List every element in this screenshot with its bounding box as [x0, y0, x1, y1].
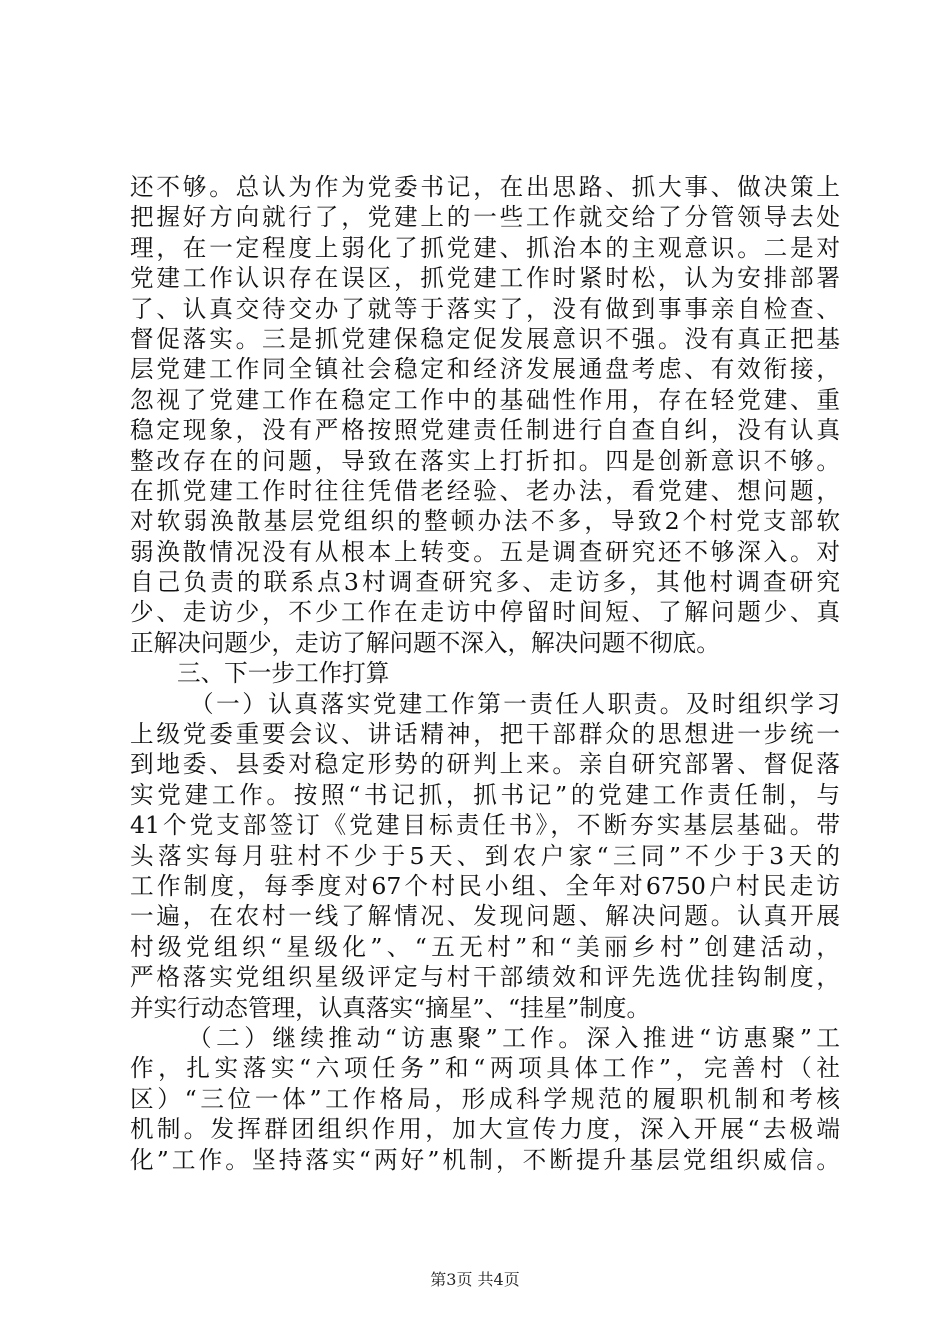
text-line: 机制。发挥群团组织作用，加大宣传力度，深入开展“去极端: [130, 1115, 840, 1144]
text-line: 上级党委重要会议、讲话精神，把干部群众的思想进一步统一: [130, 720, 840, 749]
page-number-footer: 第3页 共4页: [430, 1270, 520, 1289]
text-line: 少、走访少，不少工作在走访中停留时间短、了解问题少、真: [130, 598, 840, 627]
text-line: 并实行动态管理，认真落实“摘星”、“挂星”制度。: [130, 993, 651, 1022]
text-line: 弱涣散情况没有从根本上转变。五是调查研究还不够深入。对: [130, 537, 840, 566]
text-line: 层党建工作同全镇社会稳定和经济发展通盘考虑、有效衔接，: [130, 355, 840, 384]
text-line: 到地委、县委对稳定形势的研判上来。亲自研究部署、督促落: [130, 750, 840, 779]
text-line: 了、认真交待交办了就等于落实了，没有做到事事亲自检查、: [130, 294, 840, 323]
text-line: （一）认真落实党建工作第一责任人职责。及时组织学习: [190, 689, 840, 718]
text-line: 作，扎实落实“六项任务”和“两项具体工作”，完善村（社: [130, 1054, 840, 1083]
document-body: [130, 172, 840, 1175]
text-line: 头落实每月驻村不少于5天、到农户家“三同”不少于3天的: [130, 841, 840, 870]
text-line: 稳定现象，没有严格按照党建责任制进行自查自纠，没有认真: [130, 416, 840, 445]
text-line: 实党建工作。按照“书记抓，抓书记”的党建工作责任制，与: [130, 780, 840, 809]
text-line: 村级党组织“星级化”、“五无村”和“美丽乡村”创建活动，: [130, 932, 840, 961]
text-line: 整改存在的问题，导致在落实上打折扣。四是创新意识不够。: [130, 446, 840, 475]
text-line: 严格落实党组织星级评定与村干部绩效和评先选优挂钩制度，: [130, 963, 840, 992]
text-line: 正解决问题少，走访了解问题不深入，解决问题不彻底。: [130, 628, 720, 657]
text-line: 区）“三位一体”工作格局，形成科学规范的履职机制和考核: [130, 1084, 840, 1113]
text-line: 一遍，在农村一线了解情况、发现问题、解决问题。认真开展: [130, 902, 840, 931]
text-line: 督促落实。三是抓党建保稳定促发展意识不强。没有真正把基: [130, 324, 840, 353]
text-line: 党建工作认识存在误区，抓党建工作时紧时松，认为安排部署: [130, 264, 840, 293]
text-line: 41个党支部签订《党建目标责任书》，不断夯实基层基础。带: [130, 811, 840, 840]
text-line: 理，在一定程度上弱化了抓党建、抓治本的主观意识。二是对: [130, 233, 840, 262]
text-line: 忽视了党建工作在稳定工作中的基础性作用，存在轻党建、重: [130, 385, 840, 414]
text-line: 工作制度，每季度对67个村民小组、全年对6750户村民走访: [130, 871, 840, 900]
text-line: 在抓党建工作时往往凭借老经验、老办法，看党建、想问题，: [130, 476, 840, 505]
text-line: 把握好方向就行了，党建上的一些工作就交给了分管领导去处: [130, 203, 840, 232]
text-line: 还不够。总认为作为党委书记，在出思路、抓大事、做决策上: [130, 173, 840, 201]
text-line: 自己负责的联系点3村调查研究多、走访多，其他村调查研究: [130, 568, 840, 597]
text-line: 对软弱涣散基层党组织的整顿办法不多，导致2个村党支部软: [130, 507, 840, 536]
text-line: （二）继续推动“访惠聚”工作。深入推进“访惠聚”工: [188, 1023, 840, 1052]
section-heading: 三、下一步工作打算: [177, 659, 390, 688]
text-line: 化”工作。坚持落实“两好”机制，不断提升基层党组织威信。: [130, 1145, 840, 1174]
